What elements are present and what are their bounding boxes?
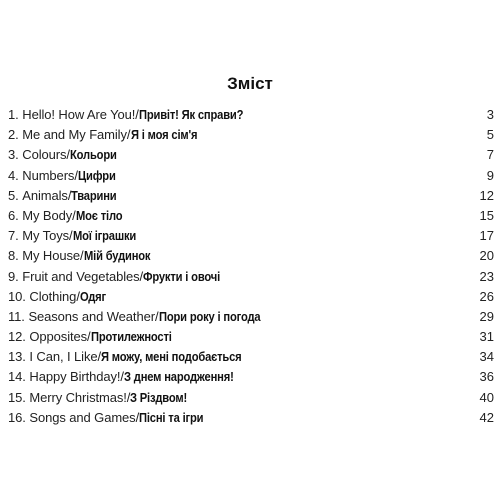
toc-entry-separator: / bbox=[67, 187, 72, 203]
toc-entry bbox=[8, 145, 494, 165]
toc-entry-ukrainian: Кольори bbox=[70, 147, 117, 163]
toc-entry-title bbox=[8, 347, 265, 367]
toc-entry bbox=[8, 408, 494, 428]
toc-entry-number: 5. bbox=[8, 187, 19, 203]
toc-entry-separator: / bbox=[76, 288, 80, 304]
toc-entry-title bbox=[8, 307, 277, 327]
toc-entry-ukrainian: Мій будинок bbox=[83, 248, 150, 264]
toc-entry-title bbox=[8, 125, 208, 145]
toc-entry-english: I Can, I Like bbox=[29, 349, 98, 365]
toc-entry-number: 16. bbox=[8, 409, 26, 425]
toc-entry-title bbox=[8, 408, 214, 428]
toc-entry-separator: / bbox=[80, 248, 84, 264]
toc-entry-title bbox=[8, 287, 110, 307]
toc-entry-ukrainian: Пори року і погода bbox=[158, 308, 261, 324]
toc-entry-number: 13. bbox=[8, 349, 26, 365]
toc-entry-page-number: 7 bbox=[486, 147, 494, 163]
toc-entry-ukrainian: Протилежності bbox=[90, 329, 172, 345]
toc-entry-separator: / bbox=[135, 107, 139, 122]
toc-entry bbox=[8, 226, 494, 246]
toc-entry-separator: / bbox=[126, 127, 131, 143]
toc-entry-english: My House bbox=[22, 248, 81, 264]
toc-entry-ukrainian: З Різдвом! bbox=[130, 389, 188, 405]
toc-entry bbox=[8, 186, 494, 206]
toc-entry-ukrainian: Цифри bbox=[77, 167, 116, 183]
toc-entry-english: Me and My Family bbox=[22, 127, 127, 143]
toc-entry-page-number: 15 bbox=[479, 207, 494, 223]
toc-entry-separator: / bbox=[126, 389, 131, 405]
toc-entry-english: Colours bbox=[22, 147, 67, 163]
toc-entry-english: Numbers bbox=[22, 167, 75, 183]
toc-entry-title bbox=[8, 327, 185, 347]
toc-entry bbox=[8, 166, 494, 186]
toc-entry-title bbox=[8, 145, 124, 165]
toc-entry bbox=[8, 287, 494, 307]
toc-entry-separator: / bbox=[97, 349, 102, 365]
toc-entry-separator: / bbox=[69, 228, 73, 244]
toc-entry-number: 3. bbox=[8, 147, 19, 163]
toc-entry-ukrainian: З днем народження! bbox=[124, 369, 234, 385]
toc-entry bbox=[8, 307, 494, 327]
toc-entry-english: Merry Christmas! bbox=[29, 389, 127, 405]
toc-entry-title bbox=[8, 246, 161, 266]
toc-entry-number: 7. bbox=[8, 228, 19, 244]
toc-entry-ukrainian: Фрукти і овочі bbox=[143, 268, 221, 284]
toc-entry-page-number: 20 bbox=[479, 248, 494, 264]
toc-entry-ukrainian: Привіт! Як справи? bbox=[138, 107, 244, 122]
toc-entry-ukrainian: Я і моя сім'я bbox=[130, 127, 197, 143]
toc-entry-number: 11. bbox=[8, 308, 25, 324]
toc-entry bbox=[8, 347, 494, 367]
toc-entry-english: Hello! How Are You! bbox=[22, 107, 136, 122]
toc-entry-page-number: 9 bbox=[486, 167, 494, 183]
toc-entry bbox=[8, 367, 494, 387]
toc-entry-page-number: 23 bbox=[479, 268, 494, 284]
toc-entry bbox=[8, 206, 494, 226]
toc-entry-english: Clothing bbox=[29, 288, 77, 304]
toc-entry-number: 10. bbox=[8, 288, 26, 304]
toc-entry-title bbox=[8, 105, 260, 125]
toc-entry-title bbox=[8, 267, 233, 287]
toc-entry-page-number: 31 bbox=[479, 329, 494, 345]
toc-entry bbox=[8, 105, 494, 125]
page-title: Зміст bbox=[227, 74, 273, 93]
toc-entry-number: 6. bbox=[8, 207, 19, 223]
toc-entry-separator: / bbox=[87, 329, 91, 345]
toc-entry-separator: / bbox=[74, 167, 78, 183]
toc-entry-separator: / bbox=[66, 147, 71, 163]
toc-entry-page-number: 12 bbox=[479, 187, 494, 203]
toc-entry-english: Animals bbox=[22, 187, 68, 203]
toc-entry-english: Opposites bbox=[29, 329, 88, 345]
toc-entry-title bbox=[8, 166, 122, 186]
toc-entry-title bbox=[8, 206, 130, 226]
toc-entry-ukrainian: Тварини bbox=[71, 187, 117, 203]
toc-entry-page-number: 40 bbox=[479, 389, 494, 405]
toc-entry-number: 9. bbox=[8, 268, 19, 284]
toc-entry-page-number: 34 bbox=[479, 349, 494, 365]
toc-entry-separator: / bbox=[72, 207, 76, 223]
toc-entry-title bbox=[8, 186, 124, 206]
toc-entry-separator: / bbox=[154, 308, 159, 324]
toc-entry bbox=[8, 125, 494, 145]
toc-entry bbox=[8, 388, 494, 408]
toc-entry-page-number: 36 bbox=[479, 369, 494, 385]
toc-entry-title bbox=[8, 388, 197, 408]
toc-entry-ukrainian: Мої іграшки bbox=[72, 228, 136, 244]
toc-entry-english: Songs and Games bbox=[29, 409, 136, 425]
toc-entry-english: Fruit and Vegetables bbox=[22, 268, 140, 284]
table-of-contents bbox=[8, 105, 494, 428]
toc-entry-number: 2. bbox=[8, 127, 19, 143]
toc-entry-separator: / bbox=[135, 409, 140, 425]
toc-entry-separator: / bbox=[139, 268, 144, 284]
toc-entry-number: 12. bbox=[8, 329, 26, 345]
toc-entry-ukrainian: Моє тіло bbox=[75, 207, 123, 223]
toc-entry-english: Happy Birthday! bbox=[29, 369, 121, 385]
toc-entry-page-number: 42 bbox=[479, 409, 494, 425]
toc-entry-english: Seasons and Weather bbox=[28, 308, 155, 324]
toc-entry-number: 15. bbox=[8, 389, 26, 405]
toc-entry-page-number: 5 bbox=[486, 127, 494, 143]
toc-entry-page-number: 29 bbox=[479, 308, 494, 324]
toc-entry-page-number: 26 bbox=[479, 288, 494, 304]
toc-entry-english: My Body bbox=[22, 207, 73, 223]
toc-entry-separator: / bbox=[120, 369, 125, 385]
toc-entry-english: My Toys bbox=[22, 228, 70, 244]
toc-entry-number: 1. bbox=[8, 107, 19, 122]
toc-entry-number: 8. bbox=[8, 248, 19, 264]
toc-entry bbox=[8, 246, 494, 266]
toc-entry-ukrainian: Пісні та ігри bbox=[139, 409, 204, 425]
toc-entry-ukrainian: Я можу, мені подобається bbox=[101, 349, 242, 365]
toc-entry-title bbox=[8, 226, 146, 246]
toc-entry bbox=[8, 267, 494, 287]
toc-entry-title bbox=[8, 367, 252, 387]
toc-entry-number: 4. bbox=[8, 167, 19, 183]
toc-entry bbox=[8, 327, 494, 347]
toc-entry-number: 14. bbox=[8, 369, 26, 385]
toc-entry-ukrainian: Одяг bbox=[79, 288, 106, 304]
toc-entry-page-number: 17 bbox=[479, 228, 494, 244]
toc-entry-page-number: 3 bbox=[486, 107, 494, 122]
